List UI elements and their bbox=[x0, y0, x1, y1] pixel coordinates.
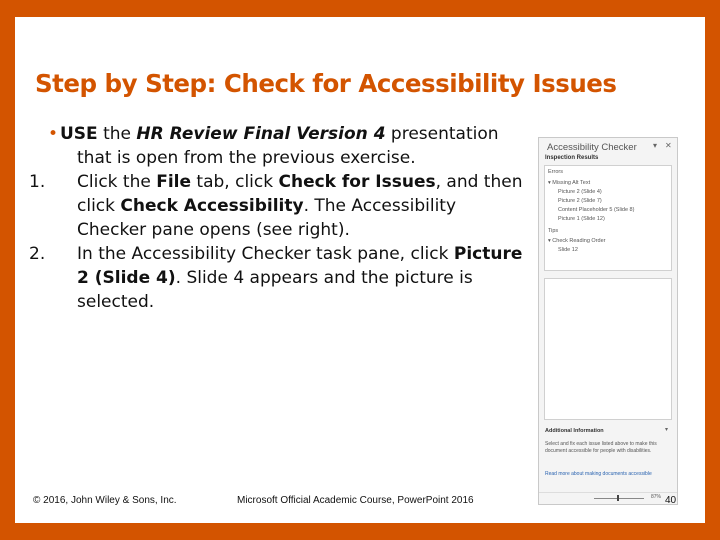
text-run: Check Accessibility bbox=[120, 196, 304, 216]
text-run: . The Accessibility Checker pane opens (see right). bbox=[77, 196, 457, 240]
text-run: presentation that is open from the previous exercise. bbox=[77, 124, 499, 168]
slide bbox=[15, 17, 705, 523]
list-item bbox=[29, 122, 529, 170]
text-run: USE bbox=[60, 124, 98, 144]
pane-title: Accessibility Checker bbox=[547, 142, 637, 153]
additional-information-label: Additional Information bbox=[545, 428, 604, 434]
text-run: File bbox=[156, 172, 192, 192]
list-item bbox=[29, 242, 529, 314]
text-run: Picture 2 (Slide 4) bbox=[77, 244, 523, 288]
footer-copyright: © 2016, John Wiley & Sons, Inc. bbox=[33, 495, 177, 506]
results-empty-area bbox=[544, 278, 672, 420]
read-more-link[interactable]: Read more about making documents accessible bbox=[545, 471, 652, 477]
slide-title: Step by Step: Check for Accessibility Issues bbox=[35, 69, 617, 98]
number-marker: 1. bbox=[29, 172, 46, 192]
info-text: Select and fix each issue listed above to make this document accessible for people with disabilities. bbox=[545, 441, 657, 454]
tips-tree bbox=[548, 237, 605, 255]
tree-item[interactable]: Content Placeholder 5 (Slide 8) bbox=[558, 207, 635, 213]
inspection-results-label: Inspection Results bbox=[545, 155, 599, 161]
tips-label: Tips bbox=[548, 228, 559, 234]
text-run: . Slide 4 appears and the picture is selected. bbox=[77, 268, 473, 312]
errors-label: Errors bbox=[548, 169, 563, 175]
text-run: the bbox=[97, 124, 137, 144]
bullet-marker: • bbox=[48, 124, 59, 144]
text-run: , and then click bbox=[77, 172, 523, 216]
tree-item[interactable]: Picture 1 (Slide 12) bbox=[558, 216, 605, 222]
slide-body bbox=[29, 122, 529, 314]
zoom-bar bbox=[539, 492, 677, 503]
accessibility-checker-pane bbox=[538, 137, 678, 505]
text-run: Click the bbox=[77, 172, 157, 192]
tree-item[interactable]: Picture 2 (Slide 7) bbox=[558, 198, 602, 204]
close-icon[interactable]: ✕ bbox=[665, 141, 672, 150]
tree-item-slide-12[interactable]: Slide 12 bbox=[558, 247, 578, 253]
number-marker: 2. bbox=[29, 244, 46, 264]
list-item bbox=[29, 170, 529, 242]
chevron-down-icon[interactable]: ▾ bbox=[665, 427, 669, 433]
chevron-down-icon[interactable]: ▾ bbox=[653, 141, 658, 150]
tree-group-check-reading-order[interactable]: ▾ Check Reading Order bbox=[548, 238, 606, 244]
tree-group-missing-alt-text[interactable]: ▾ Missing Alt Text bbox=[548, 180, 591, 186]
inspection-results-box bbox=[544, 165, 672, 271]
footer-page-number: 40 bbox=[665, 495, 677, 506]
zoom-level: 87% bbox=[651, 494, 662, 500]
text-run: tab, click bbox=[191, 172, 279, 192]
zoom-slider[interactable] bbox=[594, 498, 644, 499]
text-run: HR Review Final Version 4 bbox=[136, 124, 386, 144]
footer-course: Microsoft Official Academic Course, PowerPoint 2016 bbox=[237, 495, 474, 506]
text-run: In the Accessibility Checker task pane, click bbox=[77, 244, 454, 264]
errors-tree bbox=[548, 179, 634, 224]
text-run: Check for Issues bbox=[278, 172, 436, 192]
tree-item-picture-2-slide-4[interactable]: Picture 2 (Slide 4) bbox=[558, 189, 602, 195]
zoom-slider-thumb[interactable] bbox=[617, 495, 619, 501]
